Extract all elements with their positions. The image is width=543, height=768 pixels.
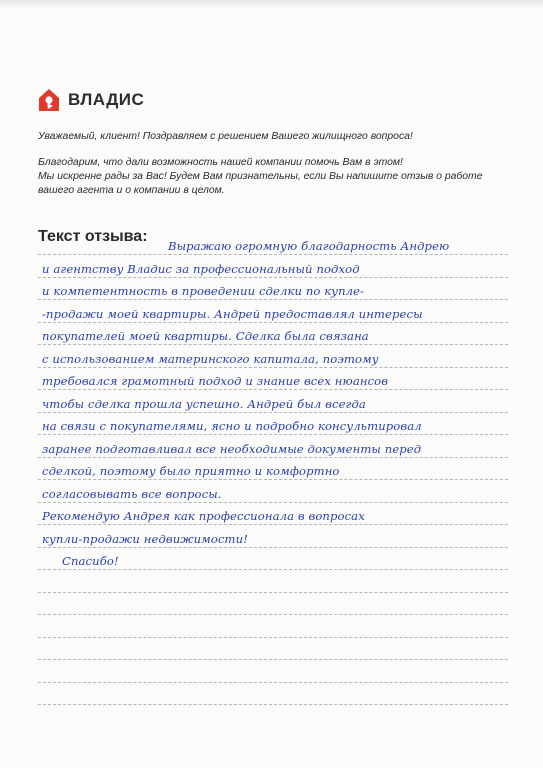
brand-header — [38, 88, 144, 112]
ruled-line — [38, 547, 508, 548]
ruled-line — [38, 569, 508, 570]
handwritten-line: Рекомендую Андрея как профессионала в вопросах — [42, 509, 365, 523]
ruled-line — [38, 682, 508, 683]
ruled-line — [38, 412, 508, 413]
intro-request-text-cont: вашего агента и о компании в целом. — [38, 185, 225, 196]
page-top-edge — [0, 0, 543, 10]
ruled-line — [38, 344, 508, 345]
ruled-line — [38, 637, 508, 638]
handwritten-line: чтобы сделка прошла успешно. Андрей был всегда — [42, 396, 366, 411]
handwritten-line: согласовывать все вопросы. — [42, 486, 222, 501]
handwritten-line: требовался грамотный подход и знание всех нюансов — [42, 374, 389, 388]
ruled-line — [38, 434, 508, 435]
ruled-line — [38, 479, 508, 480]
ruled-line — [38, 524, 508, 525]
intro-request-text: Мы искренне рады за Вас! Будем Вам признательны, если Вы напишите отзыв о работе — [38, 171, 483, 182]
intro-congrats-text: Уважаемый, клиент! Поздравляем с решением Вашего жилищного вопроса! — [38, 131, 413, 142]
handwritten-line: -продажи моей квартиры. Андрей предоставлял интересы — [42, 306, 423, 321]
brand-name: ВЛАДИС — [68, 90, 145, 109]
handwritten-line: и агентству Владис за профессиональный подход — [42, 261, 360, 276]
ruled-line — [38, 502, 508, 503]
handwritten-line: и компетентность в проведении сделки по купле- — [42, 284, 365, 298]
ruled-line — [38, 322, 508, 323]
ruled-line — [38, 457, 508, 458]
handwritten-line: купли-продажи недвижимости! — [42, 531, 248, 546]
ruled-line — [38, 659, 508, 660]
handwritten-line: заранее подготавливал все необходимые документы перед — [42, 441, 422, 456]
ruled-line — [38, 299, 508, 300]
ruled-line — [38, 592, 508, 593]
handwritten-line: покупателей моей квартиры. Сделка была связана — [42, 329, 369, 343]
handwritten-line: Спасибо! — [62, 554, 119, 568]
review-section-title: Текст отзыва: — [38, 228, 148, 245]
house-key-icon — [38, 88, 60, 112]
ruled-line — [38, 614, 508, 615]
ruled-line — [38, 367, 508, 368]
ruled-line — [38, 704, 508, 705]
ruled-line — [38, 254, 508, 255]
ruled-line — [38, 389, 508, 390]
handwritten-line: на связи с покупателями, ясно и подробно консультировал — [42, 419, 422, 433]
ruled-line — [38, 277, 508, 278]
handwritten-line: Выражаю огромную благодарность Андрею — [168, 239, 450, 253]
handwritten-line: сделкой, поэтому было приятно и комфортно — [42, 464, 340, 478]
handwritten-line: с использованием материнского капитала, поэтому — [42, 351, 379, 366]
intro-thanks-text: Благодарим, что дали возможность нашей компании помочь Вам в этом! — [38, 157, 403, 168]
